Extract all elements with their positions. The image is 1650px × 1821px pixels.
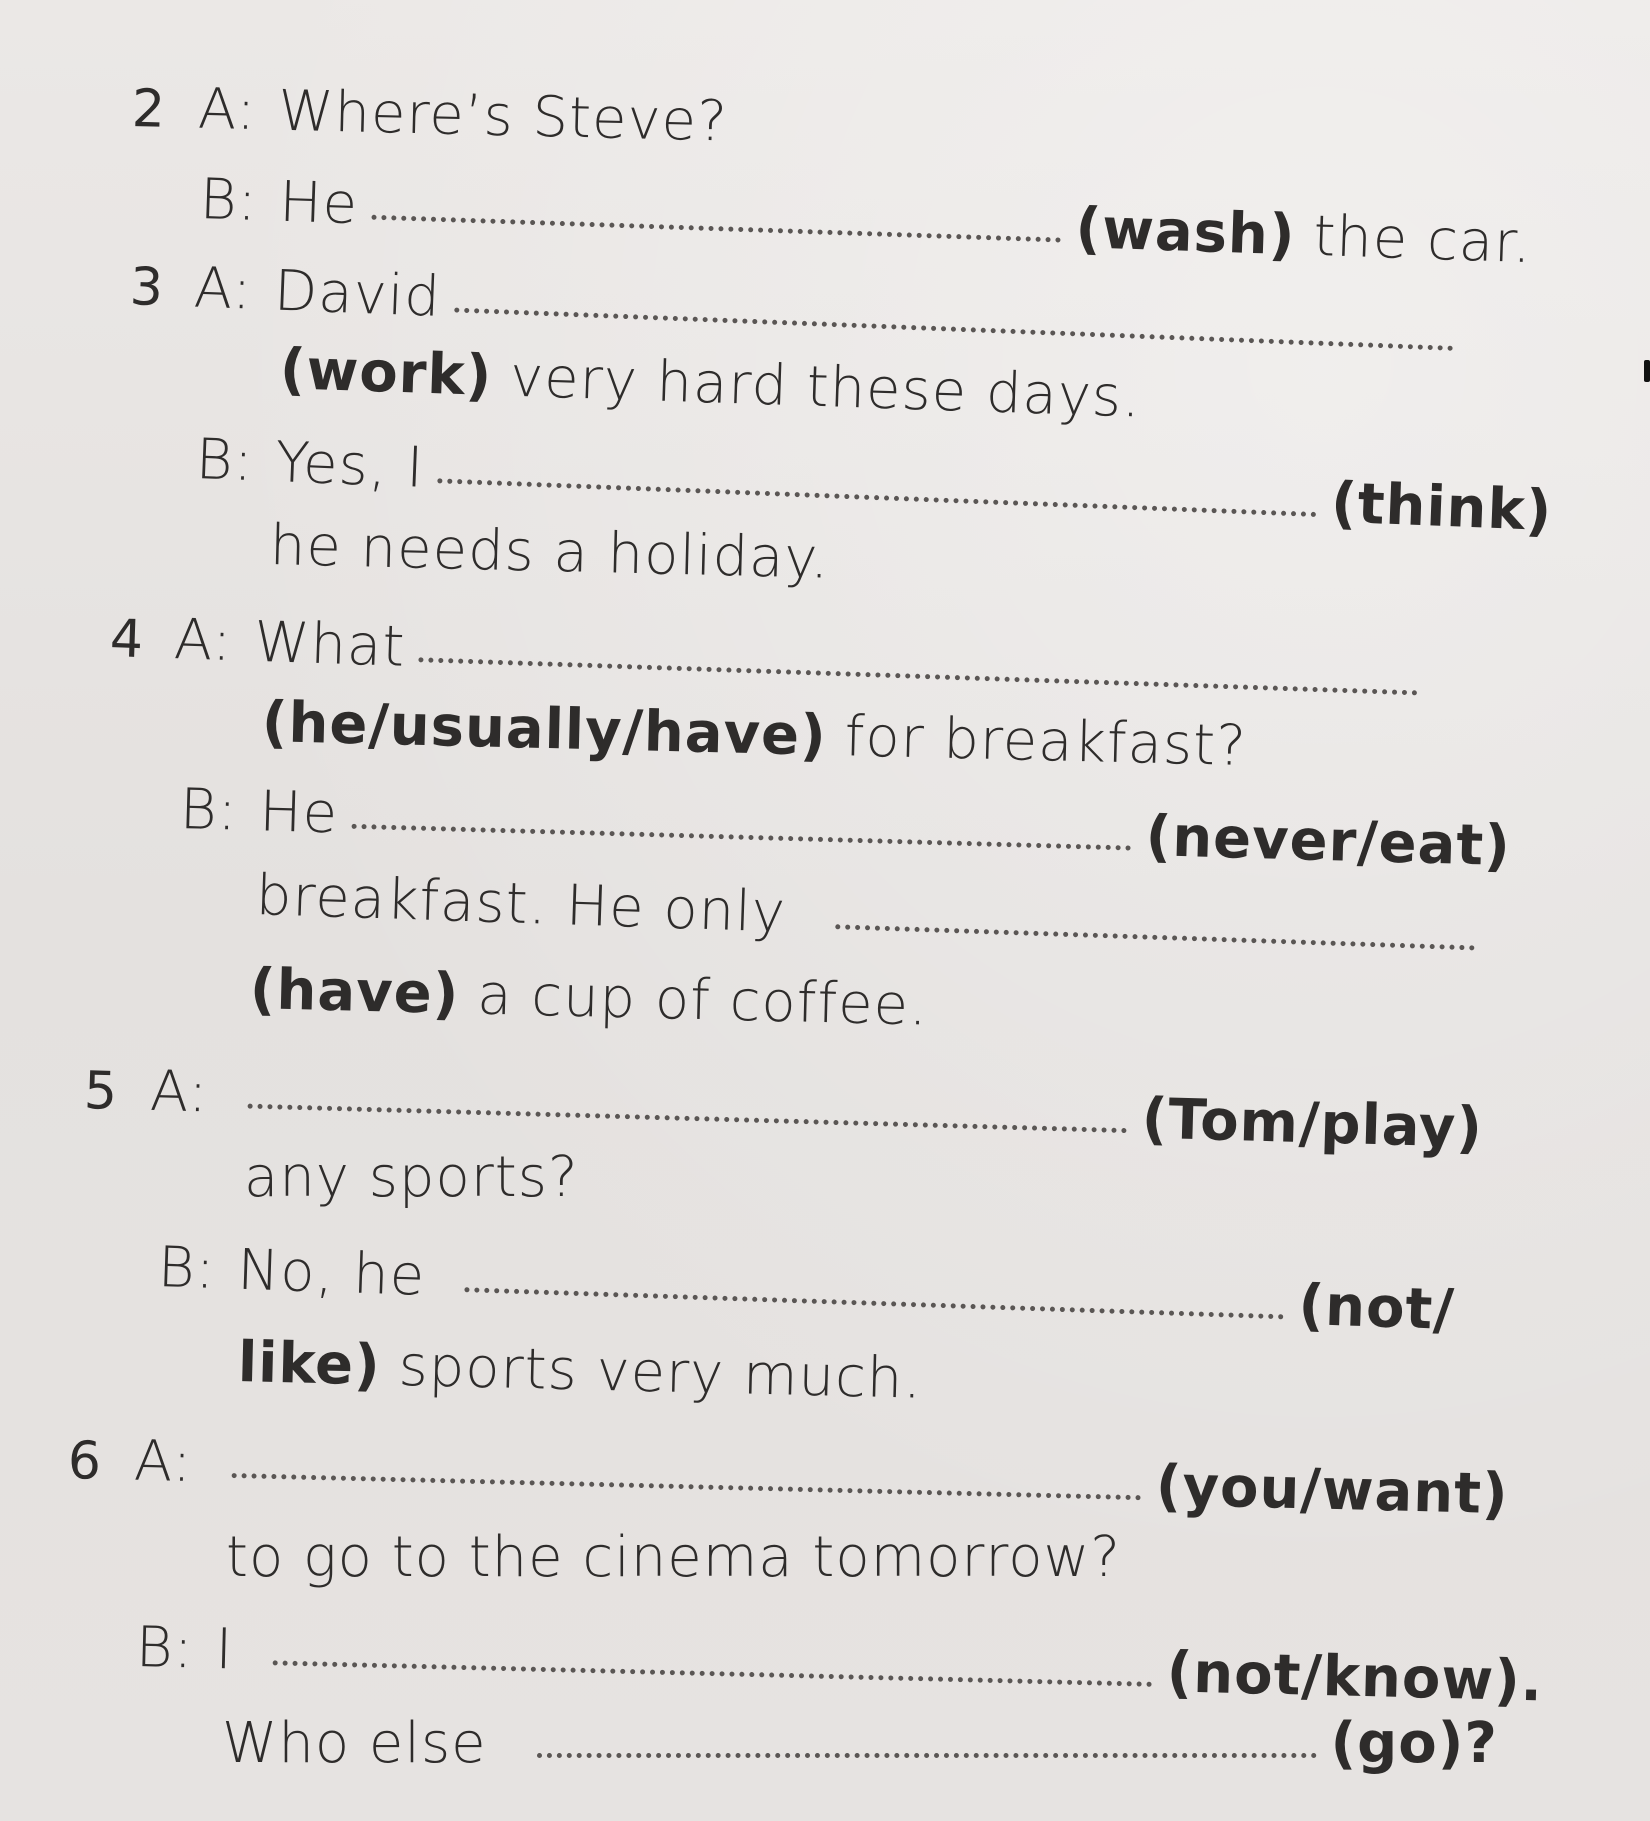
speaker-label: B: <box>135 1615 195 1682</box>
line-text: the car. <box>1312 203 1533 277</box>
line-text: Yes, I <box>274 430 426 501</box>
answer-blank[interactable] <box>437 478 1317 517</box>
item-2-answer <box>198 167 1533 277</box>
speaker-label: A: <box>172 607 234 675</box>
answer-blank[interactable] <box>835 924 1475 950</box>
speaker-label: A: <box>133 1428 194 1496</box>
line-text: David <box>272 258 443 330</box>
line-text: I <box>214 1616 234 1683</box>
verb-cue: (not/know). <box>1165 1640 1544 1715</box>
line-text: No, he <box>236 1237 427 1309</box>
item-number: 5 <box>83 1061 119 1122</box>
speaker-label: B: <box>179 777 239 844</box>
verb-cue: (he/usually/have) <box>261 690 828 769</box>
item-6-question-cont <box>226 1525 1122 1590</box>
line-text: for breakfast? <box>843 704 1248 780</box>
verb-cue: (work) <box>278 337 494 410</box>
item-5-answer <box>156 1235 1456 1343</box>
item-number: 6 <box>67 1431 103 1492</box>
verb-cue: (go)? <box>1330 1711 1498 1776</box>
verb-cue: (you/want) <box>1155 1453 1510 1528</box>
line-text: breakfast. He only <box>254 863 787 946</box>
item-3-answer-cont <box>269 513 831 592</box>
item-4-answer-cont2 <box>249 957 929 1039</box>
answer-blank[interactable] <box>372 215 1062 243</box>
line-text: Who else <box>222 1711 487 1776</box>
item-5-question <box>83 1058 1484 1162</box>
line-text: he needs a holiday. <box>269 513 831 592</box>
verb-cue: (have) <box>249 957 461 1028</box>
answer-blank[interactable] <box>352 824 1132 851</box>
line-text: any sports? <box>244 1145 579 1210</box>
answer-blank[interactable] <box>419 657 1419 695</box>
edge-mark <box>1644 360 1650 382</box>
item-3-question-cont <box>278 337 1142 431</box>
item-6-answer <box>135 1615 1544 1715</box>
item-4-question-cont <box>261 690 1248 780</box>
answer-blank[interactable] <box>248 1104 1128 1134</box>
item-5-question-cont <box>244 1145 579 1210</box>
answer-blank[interactable] <box>465 1287 1285 1319</box>
answer-blank[interactable] <box>232 1473 1142 1500</box>
speaker-label: A: <box>149 1058 210 1126</box>
item-2-question <box>131 76 729 155</box>
answer-blank[interactable] <box>454 307 1453 350</box>
item-6-answer-cont <box>222 1711 1498 1776</box>
line-text: What <box>253 609 407 680</box>
speaker-label: A: <box>197 76 258 144</box>
speaker-label: A: <box>192 255 254 323</box>
verb-cue: (not/ <box>1297 1272 1456 1343</box>
item-number: 3 <box>128 257 166 319</box>
speaker-label: B: <box>198 167 259 234</box>
line-text: a cup of coffee. <box>476 962 929 1039</box>
line-text: sports very much. <box>397 1333 923 1412</box>
verb-cue: (never/eat) <box>1144 803 1512 880</box>
item-4-answer-cont <box>254 863 1490 965</box>
line-text: to go to the cinema tomorrow? <box>226 1525 1122 1590</box>
item-number: 2 <box>131 79 167 140</box>
line-text: He <box>278 169 360 238</box>
line-text: very hard these days. <box>509 344 1142 431</box>
speaker-label: B: <box>156 1235 217 1302</box>
answer-blank[interactable] <box>273 1660 1153 1686</box>
item-6-question <box>67 1428 1510 1528</box>
item-4-answer <box>179 777 1512 880</box>
line-text: He <box>258 779 339 847</box>
item-5-answer-cont <box>237 1330 923 1412</box>
verb-cue: (think) <box>1329 470 1554 545</box>
verb-cue: like) <box>237 1330 382 1399</box>
item-number: 4 <box>108 609 146 671</box>
verb-cue: (Tom/play) <box>1140 1086 1484 1162</box>
speaker-label: B: <box>194 427 255 495</box>
answer-blank[interactable] <box>537 1753 1317 1758</box>
line-text: Where’s Steve? <box>277 78 729 155</box>
verb-cue: (wash) <box>1074 196 1297 269</box>
